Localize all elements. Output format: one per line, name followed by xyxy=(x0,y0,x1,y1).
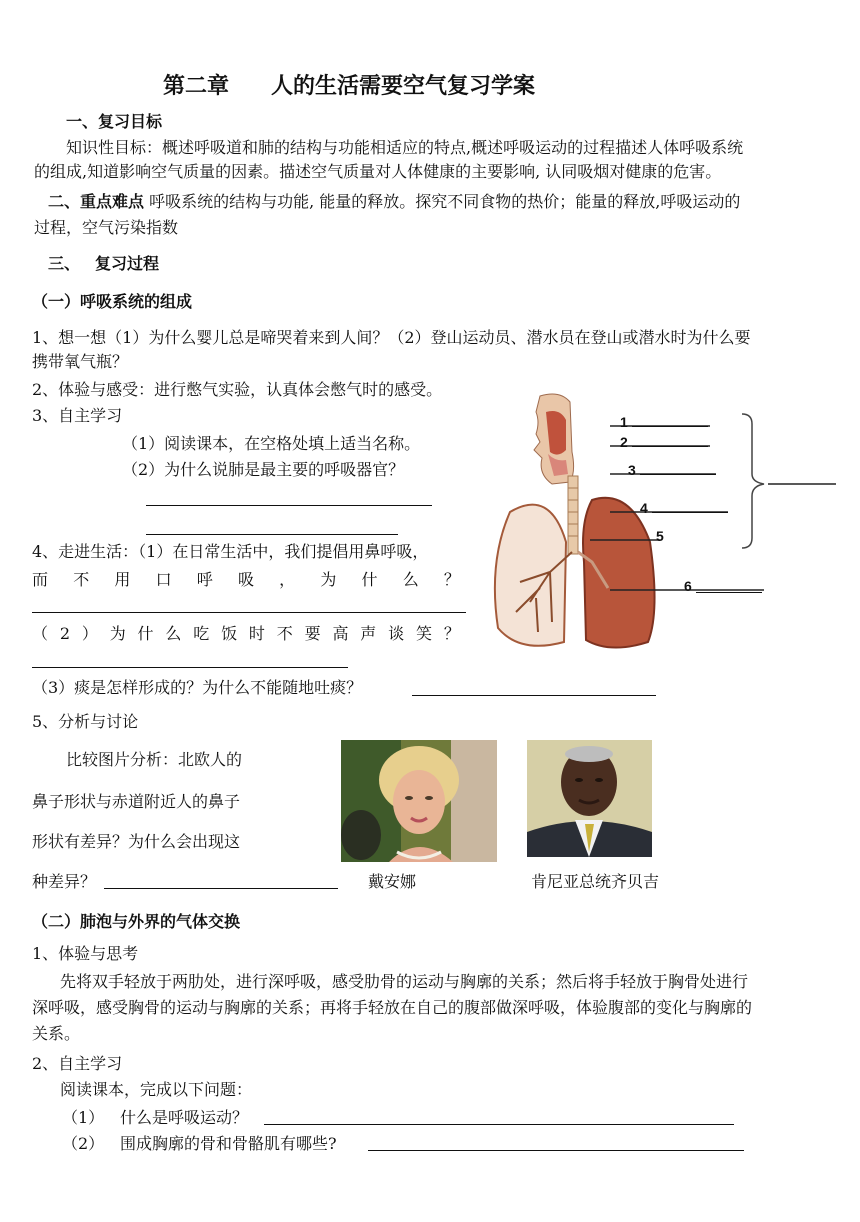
justified-char: 为 xyxy=(320,570,337,589)
justified-char: 口 xyxy=(155,570,172,589)
goals-text-line2: 的组成,知道影响空气质量的因素。描述空气质量对人体健康的主要影响, 认同吸烟对健康的危害。 xyxy=(34,162,722,181)
part2-q2-intro: 阅读课本，完成以下问题： xyxy=(60,1080,253,1099)
justified-char: 么 xyxy=(402,570,419,589)
answer-line[interactable] xyxy=(146,534,398,535)
justified-char: 声 xyxy=(360,624,377,643)
part2-item2-number: （2） xyxy=(62,1134,105,1153)
q3-item2: （2）为什么说肺是最主要的呼吸器官？ xyxy=(122,460,405,479)
diagram-label-5: 5 xyxy=(656,528,664,544)
section-heading-key-points: 二、重点难点 xyxy=(48,192,145,211)
diagram-label-4: 4 xyxy=(640,500,648,516)
q5-text: 5、分析与讨论 xyxy=(32,712,139,731)
justified-char: 什 xyxy=(361,570,378,589)
justified-char: 笑 xyxy=(415,624,432,643)
portrait-photo-kibaki xyxy=(527,740,652,857)
diagram-label-2: 2 xyxy=(620,434,628,450)
part2-item1-number: （1） xyxy=(62,1108,105,1127)
part1-heading: （一）呼吸系统的组成 xyxy=(32,292,193,311)
justified-char: 要 xyxy=(304,624,321,643)
part2-item2-text: 围成胸廓的骨和骨骼肌有哪些? xyxy=(120,1134,337,1153)
justified-char: 不 xyxy=(73,570,90,589)
diagram-label-3: 3 xyxy=(628,462,636,478)
q4-line3 xyxy=(32,624,460,644)
q1-line1: 1、想一想（1）为什么婴儿总是啼哭着来到人间？（2）登山运动员、潜水员在登山或潜水时为什么要 xyxy=(32,328,751,347)
part2-paragraph-line3: 关系。 xyxy=(32,1024,81,1043)
justified-char: ） xyxy=(81,624,98,643)
section-heading-goals: 一、复习目标 xyxy=(66,112,163,131)
section-heading-process-number: 三、 xyxy=(48,254,81,273)
justified-char: 吸 xyxy=(237,570,254,589)
justified-char: 时 xyxy=(248,624,265,643)
justified-char: 什 xyxy=(137,624,154,643)
part2-q1: 1、体验与思考 xyxy=(32,944,139,963)
justified-char: 为 xyxy=(109,624,126,643)
diagram-label-1: 1 xyxy=(620,414,628,430)
diagram-blank-6[interactable] xyxy=(696,592,762,593)
section-heading-process: 复习过程 xyxy=(95,254,160,273)
answer-line[interactable] xyxy=(32,612,466,613)
justified-char: 谈 xyxy=(388,624,405,643)
diagram-blank-3[interactable] xyxy=(640,474,716,475)
justified-char: 呼 xyxy=(196,570,213,589)
q5-paragraph-line2: 鼻子形状与赤道附近人的鼻子 xyxy=(32,792,241,811)
q5-paragraph-line4: 种差异？ xyxy=(32,872,97,891)
justified-char: 不 xyxy=(276,624,293,643)
answer-line[interactable] xyxy=(368,1150,744,1151)
justified-char: 高 xyxy=(332,624,349,643)
q3-text: 3、自主学习 xyxy=(32,406,123,425)
q5-paragraph-line1: 比较图片分析：北欧人的 xyxy=(66,750,243,769)
portrait-photo-diana xyxy=(341,740,497,862)
photo-caption-diana: 戴安娜 xyxy=(368,872,417,891)
q2-text: 2、体验与感受：进行憋气实验，认真体会憋气时的感受。 xyxy=(32,380,443,399)
part2-paragraph-line1: 先将双手轻放于两肋处，进行深呼吸，感受肋骨的运动与胸廓的关系；然后将手轻放于胸骨处进行 xyxy=(60,972,749,991)
q4-line1: 4、走进生活：（1）在日常生活中，我们提倡用鼻呼吸， xyxy=(32,542,429,561)
answer-line[interactable] xyxy=(146,505,432,506)
part2-q2: 2、自主学习 xyxy=(32,1054,123,1073)
diagram-blank-2[interactable] xyxy=(632,446,708,447)
justified-char: ？ xyxy=(443,570,460,589)
photo-caption-kibaki: 肯尼亚总统齐贝吉 xyxy=(531,872,660,891)
justified-char: 吃 xyxy=(193,624,210,643)
justified-char: 用 xyxy=(114,570,131,589)
q4-item3: （3）痰是怎样形成的？为什么不能随地吐痰？ xyxy=(32,678,363,697)
chapter-number: 第二章 xyxy=(163,73,230,99)
q1-line2: 携带氧气瓶？ xyxy=(32,352,129,371)
answer-line[interactable] xyxy=(264,1124,734,1125)
justified-char: 2 xyxy=(59,624,71,643)
justified-char: ？ xyxy=(443,624,460,643)
goals-text-line1: 知识性目标：概述呼吸道和肺的结构与功能相适应的特点,概述呼吸运动的过程描述人体呼吸系统 xyxy=(66,138,744,157)
justified-char: （ xyxy=(32,624,49,643)
page-title: 人的生活需要空气复习学案 xyxy=(271,73,536,99)
diagram-label-6: 6 xyxy=(684,578,692,594)
part2-heading: （二）肺泡与外界的气体交换 xyxy=(32,912,241,931)
part2-item1-text: 什么是呼吸运动？ xyxy=(120,1108,249,1127)
diagram-blank-4[interactable] xyxy=(652,512,728,513)
justified-char: 么 xyxy=(165,624,182,643)
q3-item1: （1）阅读课本，在空格处填上适当名称。 xyxy=(122,434,421,453)
key-points-text-line2: 过程，空气污染指数 xyxy=(34,218,179,237)
part2-paragraph-line2: 深呼吸，感受胸骨的运动与胸廓的关系；再将手轻放在自己的腹部做深呼吸，体验腹部的变化与胸廓的 xyxy=(32,998,753,1017)
answer-line[interactable] xyxy=(32,667,348,668)
key-points-text-line1: 呼吸系统的结构与功能, 能量的释放。探究不同食物的热价；能量的释放,呼吸运动的 xyxy=(149,192,741,211)
q5-paragraph-line3: 形状有差异？为什么会出现这 xyxy=(32,832,241,851)
diagram-blank-1[interactable] xyxy=(632,426,708,427)
justified-char: 而 xyxy=(32,570,49,589)
q4-line2 xyxy=(32,570,460,590)
justified-char: ， xyxy=(279,570,296,589)
respiratory-system-diagram xyxy=(480,392,840,656)
justified-char: 饭 xyxy=(221,624,238,643)
answer-line[interactable] xyxy=(412,695,656,696)
answer-line[interactable] xyxy=(104,888,338,889)
